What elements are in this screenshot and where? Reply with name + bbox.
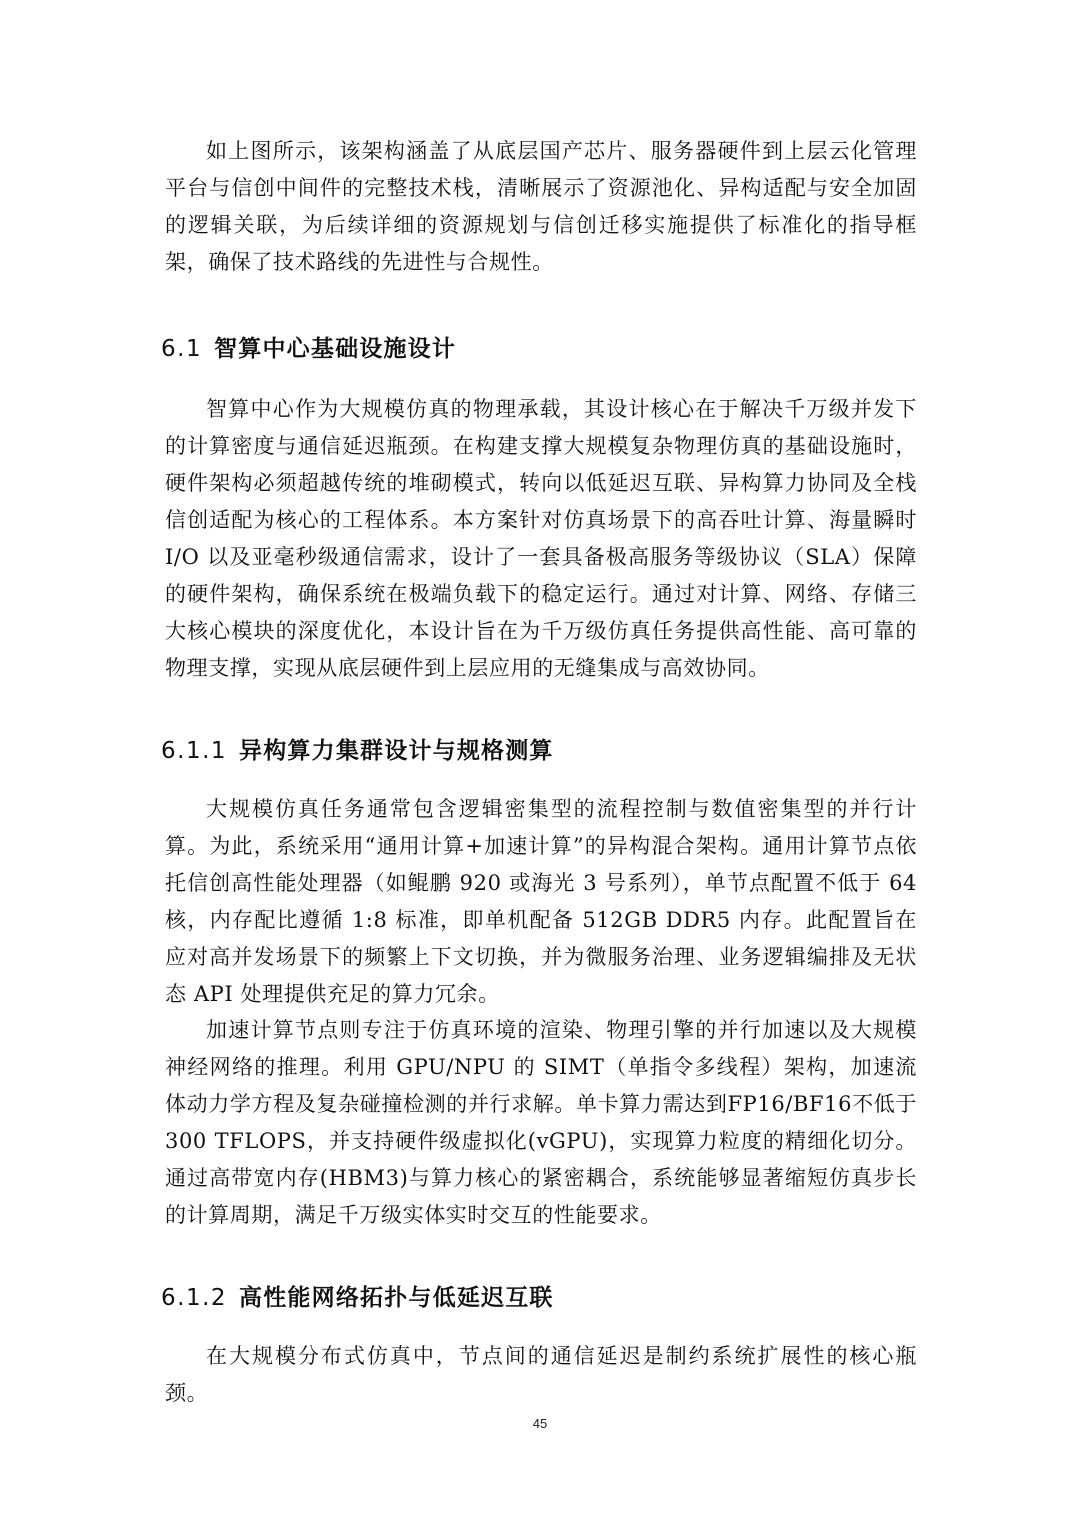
page-number: 45 [532,1416,548,1431]
section-title: 异构算力集群设计与规格测算 [239,738,554,764]
section-6-1-1-heading [161,736,554,766]
section-title: 高性能网络拓扑与低延迟互联 [239,1285,554,1311]
section-6-1-heading [161,334,456,364]
section-title: 智算中心基础设施设计 [214,336,457,362]
section-6-1-1-paragraph-1: 大规模仿真任务通常包含逻辑密集型的流程控制与数值密集型的并行计算。为此，系统采用“通用计算+加速计算”的异构混合架构。通用计算节点依托信创高性能处理器（如鲲鹏 920 或海光 3 号系列），单节点配置不低于 64 核，内存配比遵循 1:8 标准，即单机配备 512GB DDR5 内存。此配置旨在应对高并发场景下的频繁上下文切换，并为微服务治理、业务逻辑编排及无状态 API 处理提供充足的算力冗余。 [165,797,917,1006]
section-6-1-2-heading [161,1283,554,1313]
section-number: 6.1 [161,336,203,362]
intro-paragraph: 如上图所示，该架构涵盖了从底层国产芯片、服务器硬件到上层云化管理平台与信创中间件的完整技术栈，清晰展示了资源池化、异构适配与安全加固的逻辑关联，为后续详细的资源规划与信创迁移实施提供了标准化的指导框架，确保了技术路线的先进性与合规性。 [165,139,917,274]
section-6-1-1-paragraph-2: 加速计算节点则专注于仿真环境的渲染、物理引擎的并行加速以及大规模神经网络的推理。利用 GPU/NPU 的 SIMT（单指令多线程）架构，加速流体动力学方程及复杂碰撞检测的并行求解。单卡算力需达到FP16/BF16不低于300 TFLOPS，并支持硬件级虚拟化(vGPU)，实现算力粒度的精细化切分。通过高带宽内存(HBM3)与算力核心的紧密耦合，系统能够显著缩短仿真步长的计算周期，满足千万级实体实时交互的性能要求。 [165,1018,917,1227]
section-6-1-2-paragraph: 在大规模分布式仿真中，节点间的通信延迟是制约系统扩展性的核心瓶颈。 [165,1344,917,1405]
section-number: 6.1.2 [161,1285,228,1311]
section-number: 6.1.1 [161,738,228,764]
section-6-1-paragraph: 智算中心作为大规模仿真的物理承载，其设计核心在于解决千万级并发下的计算密度与通信延迟瓶颈。在构建支撑大规模复杂物理仿真的基础设施时，硬件架构必须超越传统的堆砌模式，转向以低延迟互联、异构算力协同及全栈信创适配为核心的工程体系。本方案针对仿真场景下的高吞吐计算、海量瞬时 I/O 以及亚毫秒级通信需求，设计了一套具备极高服务等级协议（SLA）保障的硬件架构，确保系统在极端负载下的稳定运行。通过对计算、网络、存储三大核心模块的深度优化，本设计旨在为千万级仿真任务提供高性能、高可靠的物理支撑，实现从底层硬件到上层应用的无缝集成与高效协同。 [165,397,917,680]
